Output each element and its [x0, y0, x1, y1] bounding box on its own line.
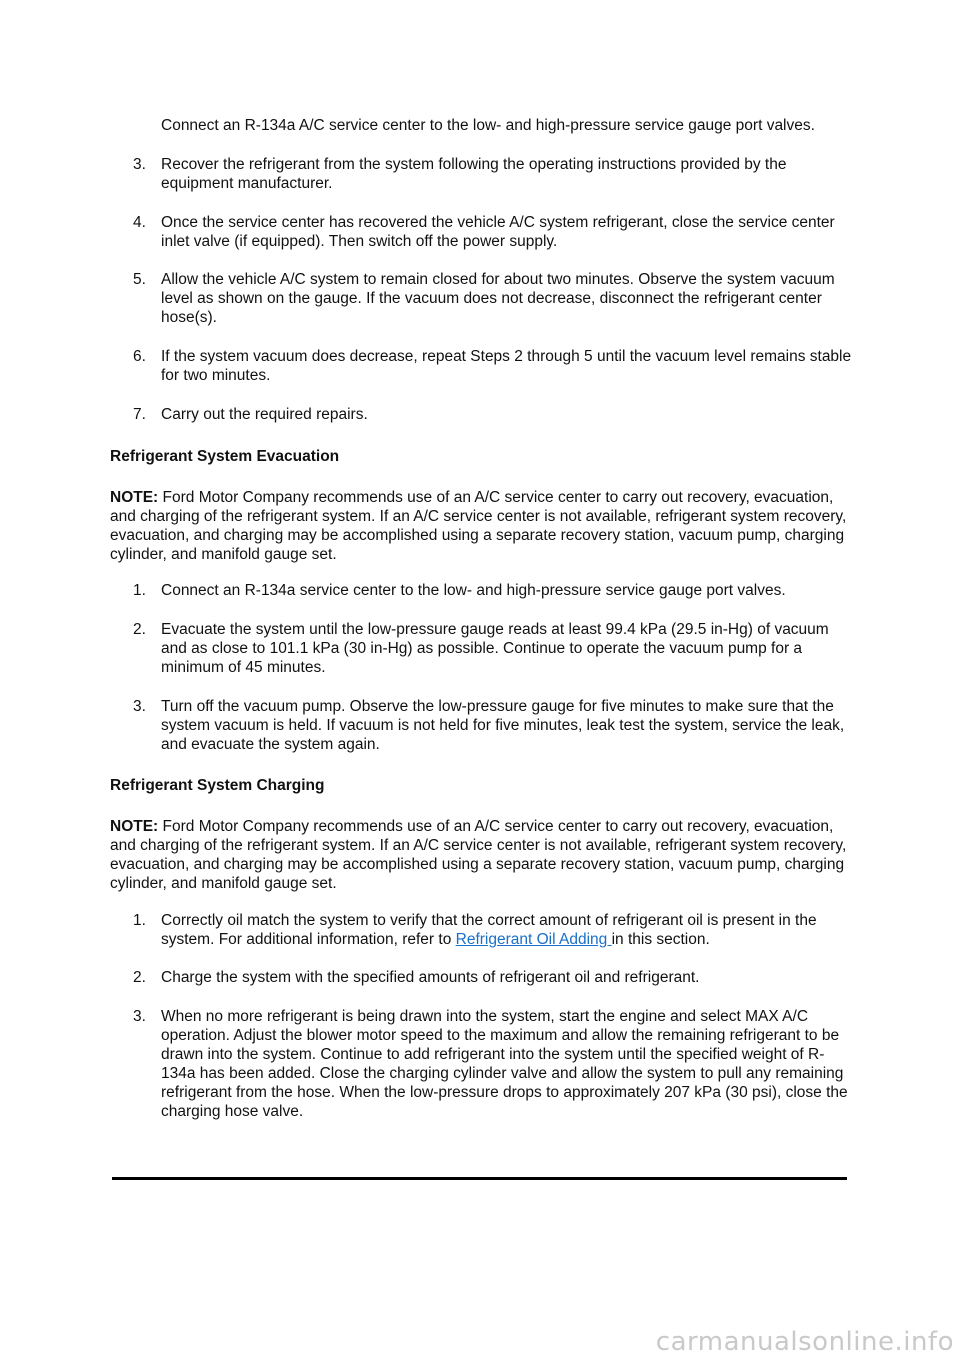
step-text: When no more refrigerant is being drawn into the system, start the engine and select MAX A/C operation. Adjust the blower motor speed to the maximum and allow the remaining refrigerant to be drawn into the system. Continue to add refrigerant into the system until the specified weight of R-134a has been added. Close the charging cylinder valve and allow the system to pull any remaining refrigerant from the hose. When the low-pressure drops to approximately 207 kPa (30 psi), close the charging hose valve. [161, 1008, 848, 1120]
note-text: Ford Motor Company recommends use of an A/C service center to carry out recovery, evacuation, and charging of the refrigerant system. If an A/C service center is not available, refrigerant system recovery, evacuation, and charging may be accomplished using a separate recovery station, vacuum pump, charging cylinder, and manifold gauge set. [110, 489, 847, 563]
step-text: Charge the system with the specified amounts of refrigerant oil and refrigerant. [161, 969, 700, 986]
step-number: 3. [133, 1008, 146, 1025]
step-number: 1. [133, 582, 146, 599]
list-item [133, 581, 853, 600]
step-number: 1. [133, 912, 146, 929]
note-label: NOTE: [110, 489, 159, 506]
list-item [133, 347, 853, 385]
note-paragraph [110, 817, 850, 893]
list-item [133, 697, 853, 754]
intro-paragraph: Connect an R-134a A/C service center to the low- and high-pressure service gauge port valves. [161, 117, 815, 134]
page-divider [112, 1177, 847, 1180]
step-number: 6. [133, 348, 146, 365]
list-item [133, 620, 853, 677]
step-number: 5. [133, 271, 146, 288]
step-text: Carry out the required repairs. [161, 406, 368, 423]
step-text [161, 911, 853, 949]
step-number: 2. [133, 969, 146, 986]
step-number: 3. [133, 698, 146, 715]
list-item [133, 405, 853, 424]
step-text: Allow the vehicle A/C system to remain closed for about two minutes. Observe the system vacuum level as shown on the gauge. If the vacuum does not decrease, disconnect the refrigerant center hose(s). [161, 271, 835, 326]
note-text: Ford Motor Company recommends use of an A/C service center to carry out recovery, evacuation, and charging of the refrigerant system. If an A/C service center is not available, refrigerant system recovery, evacuation, and charging may be accomplished using a separate recovery station, vacuum pump, charging cylinder, and manifold gauge set. [110, 818, 847, 892]
section-heading-evacuation: Refrigerant System Evacuation [110, 448, 340, 465]
step-text: Turn off the vacuum pump. Observe the low-pressure gauge for five minutes to make sure that the system vacuum is held. If vacuum is not held for five minutes, leak test the system, service the leak, and evacuate the system again. [161, 698, 845, 753]
step-number: 4. [133, 214, 146, 231]
step-text-before: Correctly oil match the system to verify that the correct amount of refrigerant oil is present in the system. For additional information, refer to [161, 912, 817, 948]
step-number: 3. [133, 156, 146, 173]
list-item [133, 270, 853, 327]
section-heading-charging: Refrigerant System Charging [110, 777, 325, 794]
list-item [133, 155, 853, 193]
step-text: Connect an R-134a service center to the low- and high-pressure service gauge port valves. [161, 582, 786, 599]
list-item [133, 1007, 853, 1121]
note-label: NOTE: [110, 818, 159, 835]
step-text: Evacuate the system until the low-pressure gauge reads at least 99.4 kPa (29.5 in-Hg) of vacuum and as close to 101.1 kPa (30 in-Hg) as possible. Continue to operate the vacuum pump for a minimum of 45 minutes. [161, 621, 829, 676]
refrigerant-oil-adding-link[interactable]: Refrigerant Oil Adding [455, 931, 612, 948]
watermark: carmanualsonline.info [655, 1327, 954, 1357]
step-text: Once the service center has recovered the vehicle A/C system refrigerant, close the service center inlet valve (if equipped). Then switch off the power supply. [161, 214, 835, 250]
list-item [133, 911, 853, 949]
step-text-after: in this section. [611, 931, 710, 948]
step-number: 7. [133, 406, 146, 423]
note-paragraph [110, 488, 850, 564]
list-item [133, 968, 853, 987]
list-item [133, 213, 853, 251]
step-text: If the system vacuum does decrease, repeat Steps 2 through 5 until the vacuum level remains stable for two minutes. [161, 348, 852, 384]
step-text: Recover the refrigerant from the system following the operating instructions provided by the equipment manufacturer. [161, 156, 787, 192]
step-number: 2. [133, 621, 146, 638]
